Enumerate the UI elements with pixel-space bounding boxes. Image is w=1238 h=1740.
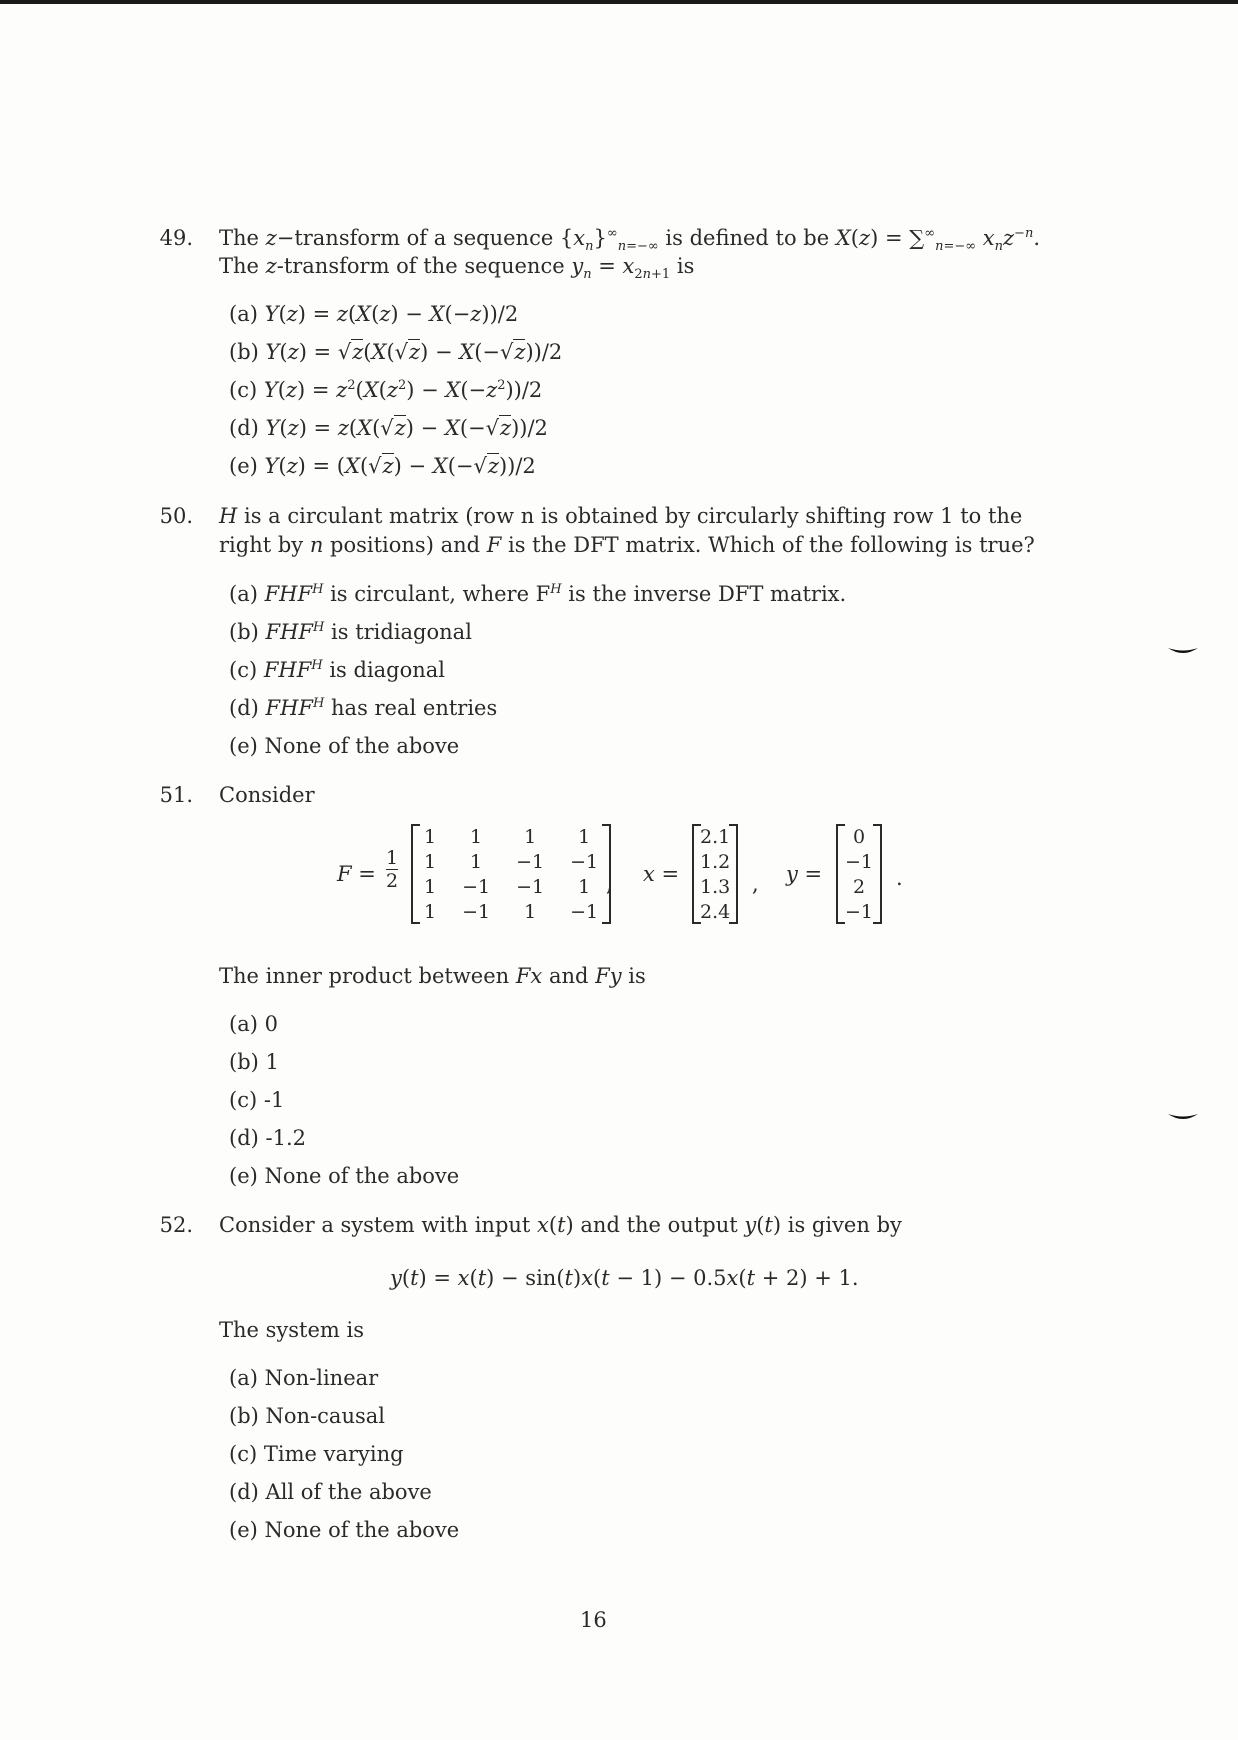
F-cell: −1 xyxy=(570,850,599,873)
y-cell: −1 xyxy=(845,900,874,923)
q51-option-c-label: (c) xyxy=(229,1088,258,1112)
q50-option-d-text: has real entries xyxy=(324,696,498,720)
F-cell: 1 xyxy=(424,900,437,923)
F-matrix xyxy=(411,824,611,924)
F-cell: −1 xyxy=(570,900,599,923)
F-cell: 1 xyxy=(524,825,537,848)
q49-option-e-label: (e) xyxy=(229,454,258,478)
F-cell: 1 xyxy=(524,900,537,923)
q51-option-b xyxy=(229,1050,279,1074)
q51-option-d-label: (d) xyxy=(229,1126,259,1150)
question-50-line2: right by n positions) and F is the DFT matrix. Which of the following is true? xyxy=(219,533,1035,557)
y-cell: −1 xyxy=(845,850,874,873)
F-cell: 1 xyxy=(470,850,483,873)
margin-mark xyxy=(1168,1112,1198,1124)
x-cell: 1.2 xyxy=(700,850,731,873)
comma-1: , xyxy=(606,872,613,896)
q49-option-b-label: (b) xyxy=(229,340,259,364)
y-vector xyxy=(836,824,882,924)
q51-option-a-label: (a) xyxy=(229,1012,258,1036)
q50-option-a-label: (a) xyxy=(229,582,258,606)
top-border xyxy=(0,0,1238,4)
q52-option-d-label: (d) xyxy=(229,1480,259,1504)
q52-equation: y(t) = x(t) − sin(t)x(t − 1) − 0.5x(t + 2) + 1. xyxy=(390,1266,859,1290)
F-cell: 1 xyxy=(424,875,437,898)
period: . xyxy=(896,866,903,890)
q51-option-e-label: (e) xyxy=(229,1164,258,1188)
q50-option-b: (b) $FHF^H$ is tridiagonal xyxy=(229,620,472,644)
q50-option-b-label: (b) xyxy=(229,620,259,644)
question-51-number: 51. xyxy=(159,783,193,807)
question-52-number: 52. xyxy=(159,1213,193,1237)
F-cell: −1 xyxy=(516,850,545,873)
q51-option-b-text: 1 xyxy=(265,1050,279,1074)
question-50-line1: H is a circulant matrix (row n is obtained by circularly shifting row 1 to the xyxy=(219,504,1023,528)
F-cell: 1 xyxy=(578,875,591,898)
q50-option-e xyxy=(229,734,459,758)
q52-option-d-text: All of the above xyxy=(265,1480,432,1504)
q50-option-e-label: (e) xyxy=(229,734,258,758)
F-cell: 1 xyxy=(424,850,437,873)
q50-option-b-text: is tridiagonal xyxy=(324,620,472,644)
q52-option-b xyxy=(229,1404,385,1428)
question-52-prompt: The system is xyxy=(219,1318,365,1342)
x-cell: 2.1 xyxy=(700,825,731,848)
q51-option-a-text: 0 xyxy=(264,1012,278,1036)
q52-option-e-label: (e) xyxy=(229,1518,258,1542)
q51-option-e xyxy=(229,1164,459,1188)
q49-option-c: (c) $Y(z) = z^2(X(z^2) - X(-z^2))/2$ xyxy=(229,378,543,402)
q51-option-e-text: None of the above xyxy=(264,1164,460,1188)
q50-option-a-text: is circulant, where F xyxy=(323,582,551,606)
comma-2: , xyxy=(752,872,759,896)
q50-option-d: (d) $FHF^H$ has real entries xyxy=(229,696,498,720)
q50-option-c-text: is diagonal xyxy=(322,658,446,682)
q51-option-c xyxy=(229,1088,284,1112)
q52-option-c-label: (c) xyxy=(229,1442,258,1466)
q51-option-d xyxy=(229,1126,306,1150)
y-cell: 0 xyxy=(852,825,866,848)
q50-option-a: (a) $FHF^H$ is circulant, where $F^H$ is the inverse DFT matrix. xyxy=(229,582,847,606)
q49-option-d: (d) Y(z) = z(X(√z) − X(−√z))/2 xyxy=(229,416,548,440)
x-symbol: x = xyxy=(643,862,680,886)
q50-line1-text: is a circulant matrix (row n is obtained by circularly shifting row 1 to the xyxy=(244,504,1023,528)
question-51-intro: Consider xyxy=(219,783,315,807)
q52-option-b-label: (b) xyxy=(229,1404,259,1428)
q51-option-d-text: -1.2 xyxy=(265,1126,307,1150)
F-cell: 1 xyxy=(424,825,437,848)
question-51-prompt: The inner product between Fx and Fy is xyxy=(219,964,646,988)
F-cell: 1 xyxy=(470,825,483,848)
q50-option-c: (c) $FHF^H$ is diagonal xyxy=(229,658,446,682)
q49-option-a-label: (a) xyxy=(229,302,258,326)
q52-option-d xyxy=(229,1480,432,1504)
x-cell: 1.3 xyxy=(700,875,731,898)
q51-option-a xyxy=(229,1012,278,1036)
F-cell: −1 xyxy=(516,875,545,898)
q50-option-e-text: None of the above xyxy=(264,734,460,758)
q52-option-a-text: Non-linear xyxy=(264,1366,379,1390)
x-cell: 2.4 xyxy=(700,900,731,923)
q52-option-a-label: (a) xyxy=(229,1366,258,1390)
F-cell: 1 xyxy=(578,825,591,848)
F-cell: −1 xyxy=(462,875,491,898)
question-49-number: 49. xyxy=(159,226,193,250)
one-half-fraction: $\frac{1}{2}$ xyxy=(386,847,399,892)
q50-option-c-label: (c) xyxy=(229,658,258,682)
question-49-line2: The z-transform of the sequence $y_n = x_{2n+1}$ is xyxy=(219,254,695,283)
q49-option-d-label: (d) xyxy=(229,416,259,440)
question-49-line1: The z−transform of a sequence $\{x_n\}^\infty_{n=-\infty}$ is defined to be $X(z) = \sum^\infty_{n=-\infty}$ $x_nz^{-n}$. xyxy=(219,226,1041,255)
q49-option-c-label: (c) xyxy=(229,378,258,402)
q51-option-b-label: (b) xyxy=(229,1050,259,1074)
q51-option-c-text: -1 xyxy=(263,1088,285,1112)
q49-option-a: (a) Y(z) = z(X(z) − X(−z))/2 xyxy=(229,302,519,326)
q52-option-e xyxy=(229,1518,459,1542)
q52-option-a xyxy=(229,1366,378,1390)
margin-mark xyxy=(1168,646,1198,658)
y-symbol: y = xyxy=(786,862,823,886)
q49-option-b: (b) Y(z) = √z(X(√z) − X(−√z))/2 xyxy=(229,340,563,364)
question-52-line1: Consider a system with input x(t) and the output y(t) is given by xyxy=(219,1213,902,1237)
F-cell: −1 xyxy=(462,900,491,923)
question-50-number: 50. xyxy=(159,504,193,528)
q52-option-b-text: Non-causal xyxy=(265,1404,385,1428)
y-cell: 2 xyxy=(852,875,866,898)
F-symbol: F = xyxy=(337,862,376,886)
q52-option-c-text: Time varying xyxy=(263,1442,404,1466)
q52-option-e-text: None of the above xyxy=(264,1518,460,1542)
x-vector xyxy=(692,824,738,924)
q52-option-c xyxy=(229,1442,404,1466)
q49-option-e: (e) Y(z) = (X(√z) − X(−√z))/2 xyxy=(229,454,536,478)
q50-option-d-label: (d) xyxy=(229,696,259,720)
page-number: 16 xyxy=(580,1608,607,1632)
